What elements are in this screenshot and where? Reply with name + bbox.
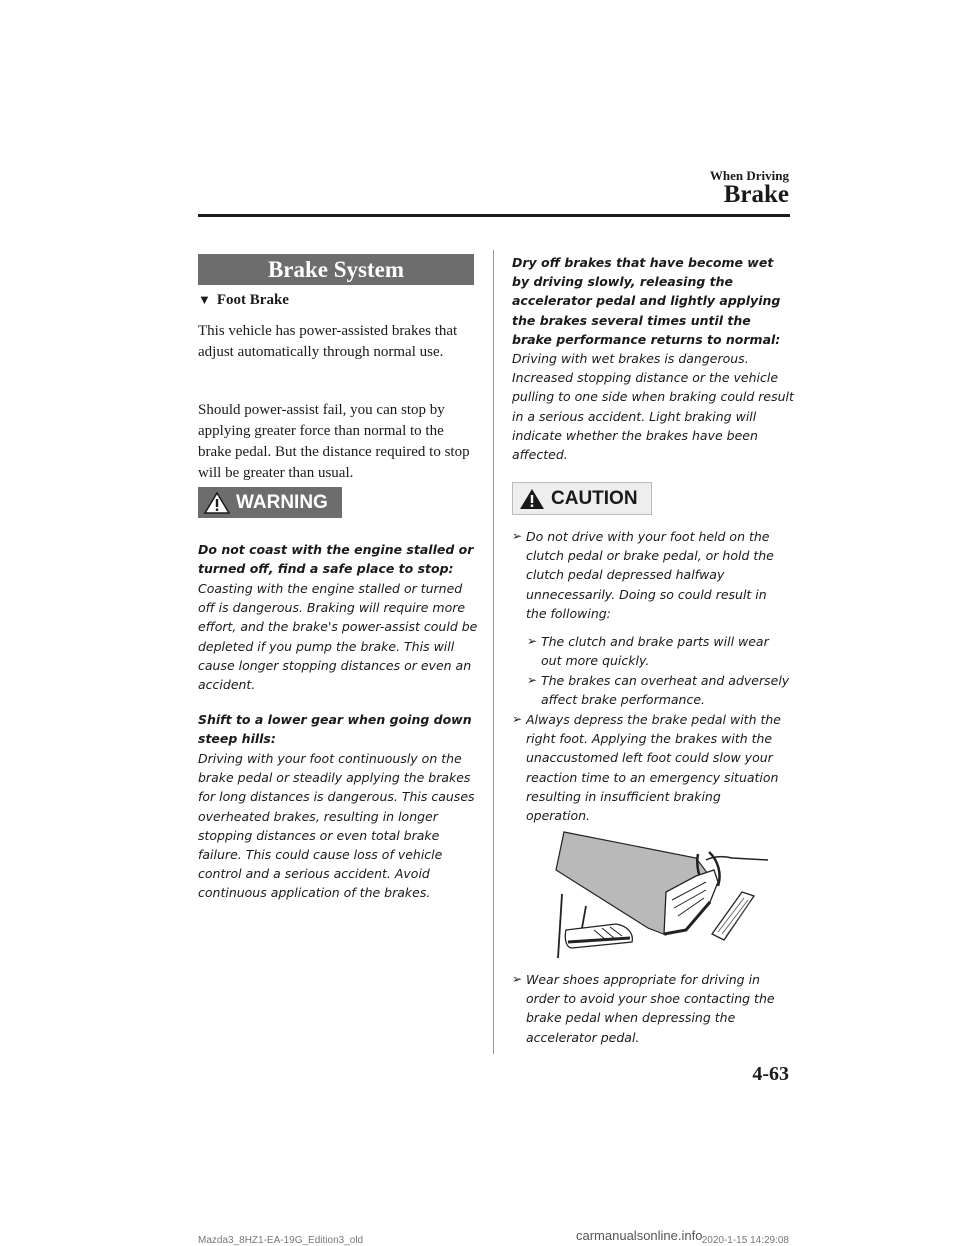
column-divider xyxy=(493,250,494,1054)
section-banner: Brake System xyxy=(198,254,474,285)
bullet-arrow-icon: ➢ xyxy=(512,972,523,986)
subheading-foot-brake xyxy=(198,292,289,309)
warning-2-heading: Shift to a lower gear when going down steep hills: xyxy=(198,712,472,747)
subheading-marker: ▼ xyxy=(198,292,211,307)
paragraph-power-assist: This vehicle has power-assisted brakes that adjust automatically through normal use. xyxy=(198,323,458,360)
caution-badge xyxy=(512,482,652,515)
footer-timestamp: 2020-1-15 14:29:08 xyxy=(701,1235,789,1246)
foot-on-pedal-illustration xyxy=(546,830,772,965)
header-page-title: Brake xyxy=(723,181,789,208)
header-rule xyxy=(198,214,790,217)
warning-label: WARNING xyxy=(236,492,328,513)
bullet-arrow-icon: ➢ xyxy=(527,634,538,648)
caution-triangle-icon xyxy=(519,488,545,510)
footer-file-name: Mazda3_8HZ1-EA-19G_Edition3_old xyxy=(198,1235,364,1246)
subheading-text: Foot Brake xyxy=(216,292,289,308)
warning-2-body: Driving with your foot continuously on the brake pedal or steadily applying the brakes for long distances is dangerous. This causes overheated brakes, resulting in longer stopping distances or even total brake failure. This could cause loss of vehicle control and a serious accident. Avoid continuous application of the brakes. xyxy=(198,751,475,901)
warning-3-heading: Dry off brakes that have become wet by driving slowly, releasing the accelerator pedal and lightly applying the brakes several times until the brake performance returns to normal: xyxy=(512,255,781,347)
paragraph-power-assist-fail: Should power-assist fail, you can stop by applying greater force than normal to the brake pedal. But the distance required to stop will be greater than usual. xyxy=(198,402,470,481)
warning-badge xyxy=(198,487,342,518)
warning-triangle-icon xyxy=(204,492,230,514)
bullet-arrow-icon: ➢ xyxy=(527,673,538,687)
header-section-label: When Driving xyxy=(709,168,789,183)
warning-3-body: Driving with wet brakes is dangerous. Increased stopping distance or the vehicle pulling to one side when braking could result in a serious accident. Light braking will indicate whether the brakes have been affected. xyxy=(512,351,794,463)
warning-1-heading: Do not coast with the engine stalled or turned off, find a safe place to stop: xyxy=(198,542,474,577)
caution-subbullet-1-text: The clutch and brake parts will wear out more quickly. xyxy=(541,634,769,669)
caution-bullet-2-text: Always depress the brake pedal with the right foot. Applying the brakes with the unaccustomed left foot could slow your reaction time to an emergency situation resulting in insufficient braking operation. xyxy=(526,712,781,824)
bullet-arrow-icon: ➢ xyxy=(512,529,523,543)
caution-bullet-1-text: Do not drive with your foot held on the clutch pedal or brake pedal, or hold the clutch pedal depressed halfway unnecessarily. Doing so could result in the following: xyxy=(526,529,774,621)
watermark-link[interactable]: carmanualsonline.info xyxy=(576,1228,703,1243)
warning-1-body: Coasting with the engine stalled or turned off is dangerous. Braking will require more effort, and the brake's power-assist could be depleted if you pump the brake. This will cause longer stopping distances or even an accident. xyxy=(198,581,478,693)
bullet-arrow-icon: ➢ xyxy=(512,712,523,726)
page-number: 4-63 xyxy=(752,1063,789,1085)
caution-subbullet-2-text: The brakes can overheat and adversely affect brake performance. xyxy=(541,673,790,708)
caution-label: CAUTION xyxy=(551,488,638,509)
caution-bullet-3-text: Wear shoes appropriate for driving in order to avoid your shoe contacting the brake pedal when depressing the accelerator pedal. xyxy=(526,972,775,1045)
